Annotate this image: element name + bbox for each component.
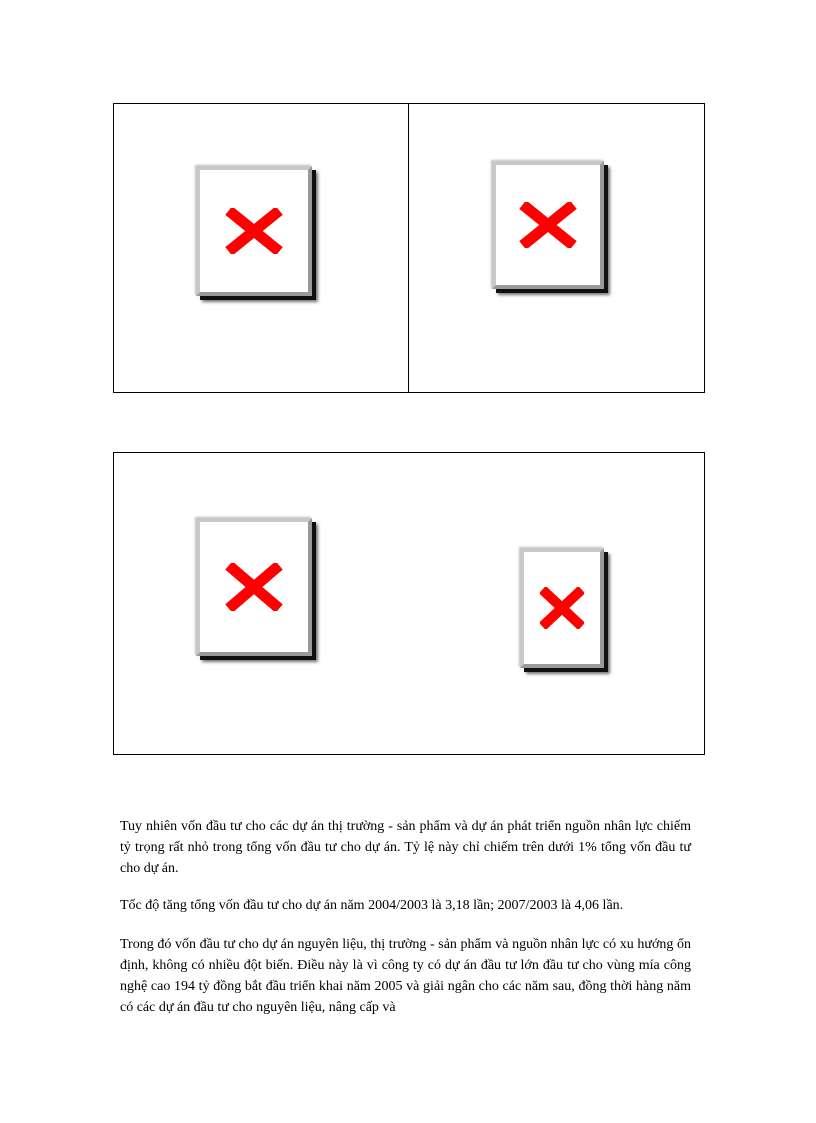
body-paragraph: Tốc độ tăng tổng vốn đầu tư cho dự án năm 2004/2003 là 3,18 lần; 2007/2003 là 4,06 lần.	[120, 898, 624, 913]
broken-image-red-x-icon	[540, 587, 584, 629]
body-paragraph: Trong đó vốn đầu tư cho dự án nguyên liệu, thị trường - sản phẩm và nguồn nhân lực có xu hướng ổn định, không có nhiều đột biến. Điều này là vì công ty có dự án đầu tư lớn đầu tư cho vùng mía công nghệ cao 194 tỷ đồng bắt đầu triển khai năm 2005 và giải ngân cho các năm sau, đồng thời hàng năm có các dự án đầu tư cho nguyên liệu, nâng cấp và	[120, 937, 691, 1015]
broken-image-placeholder	[492, 161, 604, 289]
broken-image-red-x-icon	[519, 202, 577, 248]
body-paragraph: Tuy nhiên vốn đầu tư cho các dự án thị trường - sản phẩm và dự án phát triển nguồn nhân lực chiếm tỷ trọng rất nhỏ trong tổng vốn đầu tư cho dự án. Tỷ lệ này chỉ chiếm trên dưới 1% tổng vốn đầu tư cho dự án.	[120, 819, 691, 876]
figure-frame-top	[113, 103, 705, 393]
broken-image-placeholder	[196, 166, 312, 296]
broken-image-red-x-icon	[225, 563, 283, 611]
broken-image-placeholder	[520, 548, 604, 668]
broken-image-placeholder	[196, 518, 312, 656]
figure-divider	[408, 104, 409, 392]
figure-frame-bottom	[113, 452, 705, 755]
broken-image-red-x-icon	[225, 208, 283, 254]
